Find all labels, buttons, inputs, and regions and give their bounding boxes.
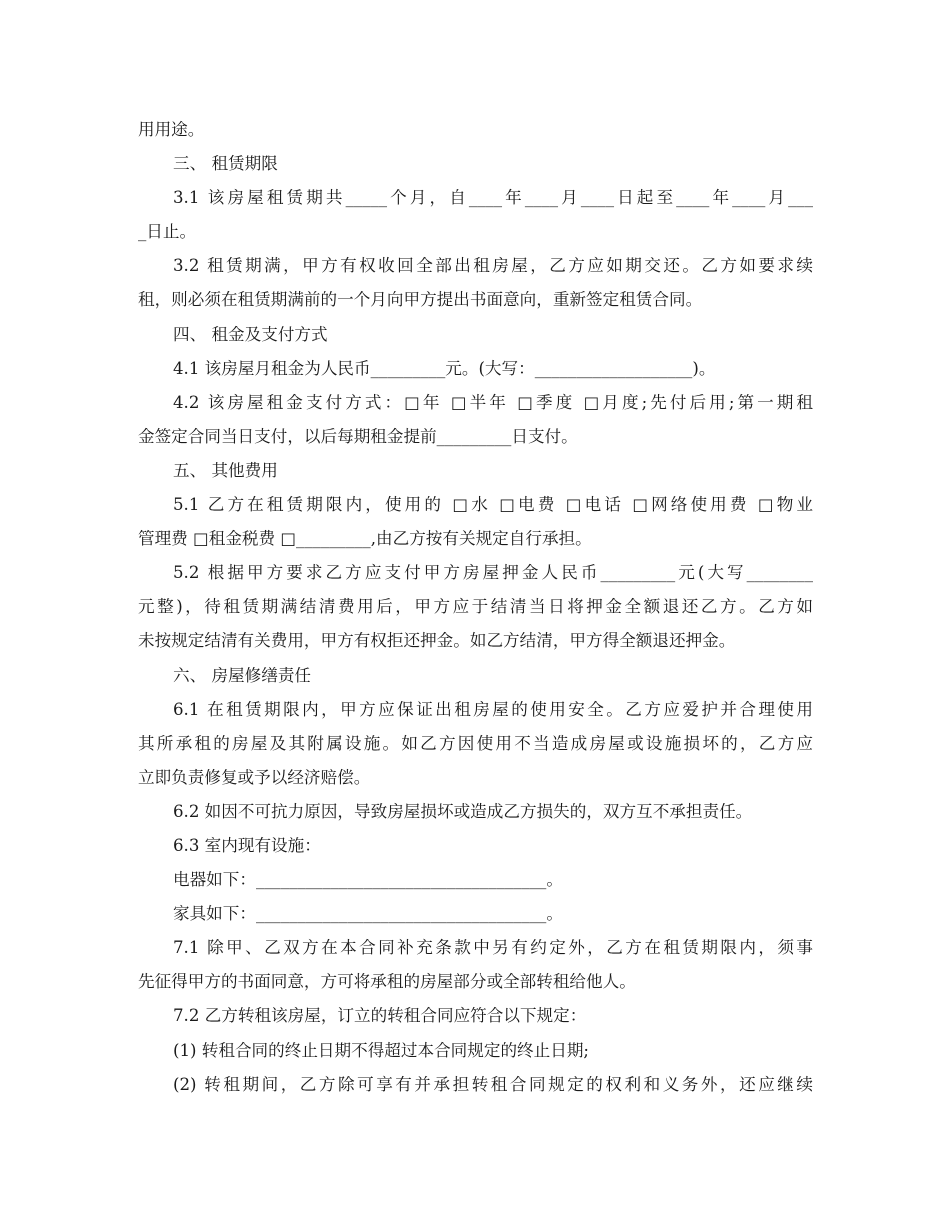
- document-line: 金签定合同当日支付，以后每期租金提前_________日支付。: [138, 426, 578, 446]
- document-line: 管理费 □租金税费 □_________,由乙方按有关规定自行承担。: [138, 529, 592, 549]
- document-line: 6.3 室内现有设施：: [173, 835, 321, 855]
- document-line: 5.2 根据甲方要求乙方应支付甲方房屋押金人民币_________元(大写________: [173, 563, 813, 583]
- document-line: 六、 房屋修缮责任: [173, 665, 312, 685]
- document-line: 四、 租金及支付方式: [173, 324, 328, 344]
- document-line: 家具如下：___________________________________。: [173, 904, 563, 924]
- document-line: 未按规定结清有关费用，甲方有权拒还押金。如乙方结清，甲方得全额退还押金。: [138, 631, 736, 651]
- document-line: 其所承租的房屋及其附属设施。如乙方因使用不当造成房屋或设施损坏的，乙方应: [138, 733, 813, 753]
- document-line: 用用途。: [138, 120, 205, 139]
- document-line: 电器如下：___________________________________。: [173, 870, 563, 890]
- document-line: 6.2 如因不可抗力原因，导致房屋损坏或造成乙方损失的，双方互不承担责任。: [173, 801, 753, 821]
- document-line: 4.1 该房屋月租金为人民币_________元。(大写：___________________)。: [173, 358, 716, 378]
- document-line: 五、 其他费用: [173, 460, 278, 480]
- document-line: (1) 转租合同的终止日期不得超过本合同规定的终止日期;: [173, 1040, 590, 1060]
- document-line: 5.1 乙方在租赁期限内，使用的 □水 □电费 □电话 □网络使用费 □物业: [173, 495, 813, 515]
- document-body: [138, 113, 813, 1102]
- document-line: 立即负责修复或予以经济赔偿。: [138, 767, 371, 787]
- document-line: 6.1 在租赁期限内，甲方应保证出租房屋的使用安全。乙方应爱护并合理使用: [173, 699, 813, 719]
- document-line: 7.2 乙方转租该房屋，订立的转租合同应符合以下规定：: [173, 1006, 587, 1026]
- document-line: 先征得甲方的书面同意，方可将承租的房屋部分或全部转租给他人。: [138, 972, 636, 992]
- document-line: _日止。: [138, 222, 197, 242]
- document-line: 租，则必须在租赁期满前的一个月向甲方提出书面意向，重新签定租赁合同。: [138, 290, 703, 310]
- document-line: 3.2 租赁期满，甲方有权收回全部出租房屋，乙方应如期交还。乙方如要求续: [173, 256, 813, 276]
- document-line: (2) 转租期间，乙方除可享有并承担转租合同规定的权利和义务外，还应继续: [173, 1074, 813, 1094]
- document-line: 4.2 该房屋租金支付方式：□年 □半年 □季度 □月度;先付后用;第一期租: [173, 392, 813, 412]
- document-line: 元整)，待租赁期满结清费用后，甲方应于结清当日将押金全额退还乙方。乙方如: [138, 597, 813, 617]
- document-line: 3.1 该房屋租赁期共_____个月，自____年____月____日起至____年____月___: [173, 188, 813, 208]
- document-line: 7.1 除甲、乙双方在本合同补充条款中另有约定外，乙方在租赁期限内，须事: [173, 938, 813, 958]
- document-line: 三、 租赁期限: [173, 154, 278, 174]
